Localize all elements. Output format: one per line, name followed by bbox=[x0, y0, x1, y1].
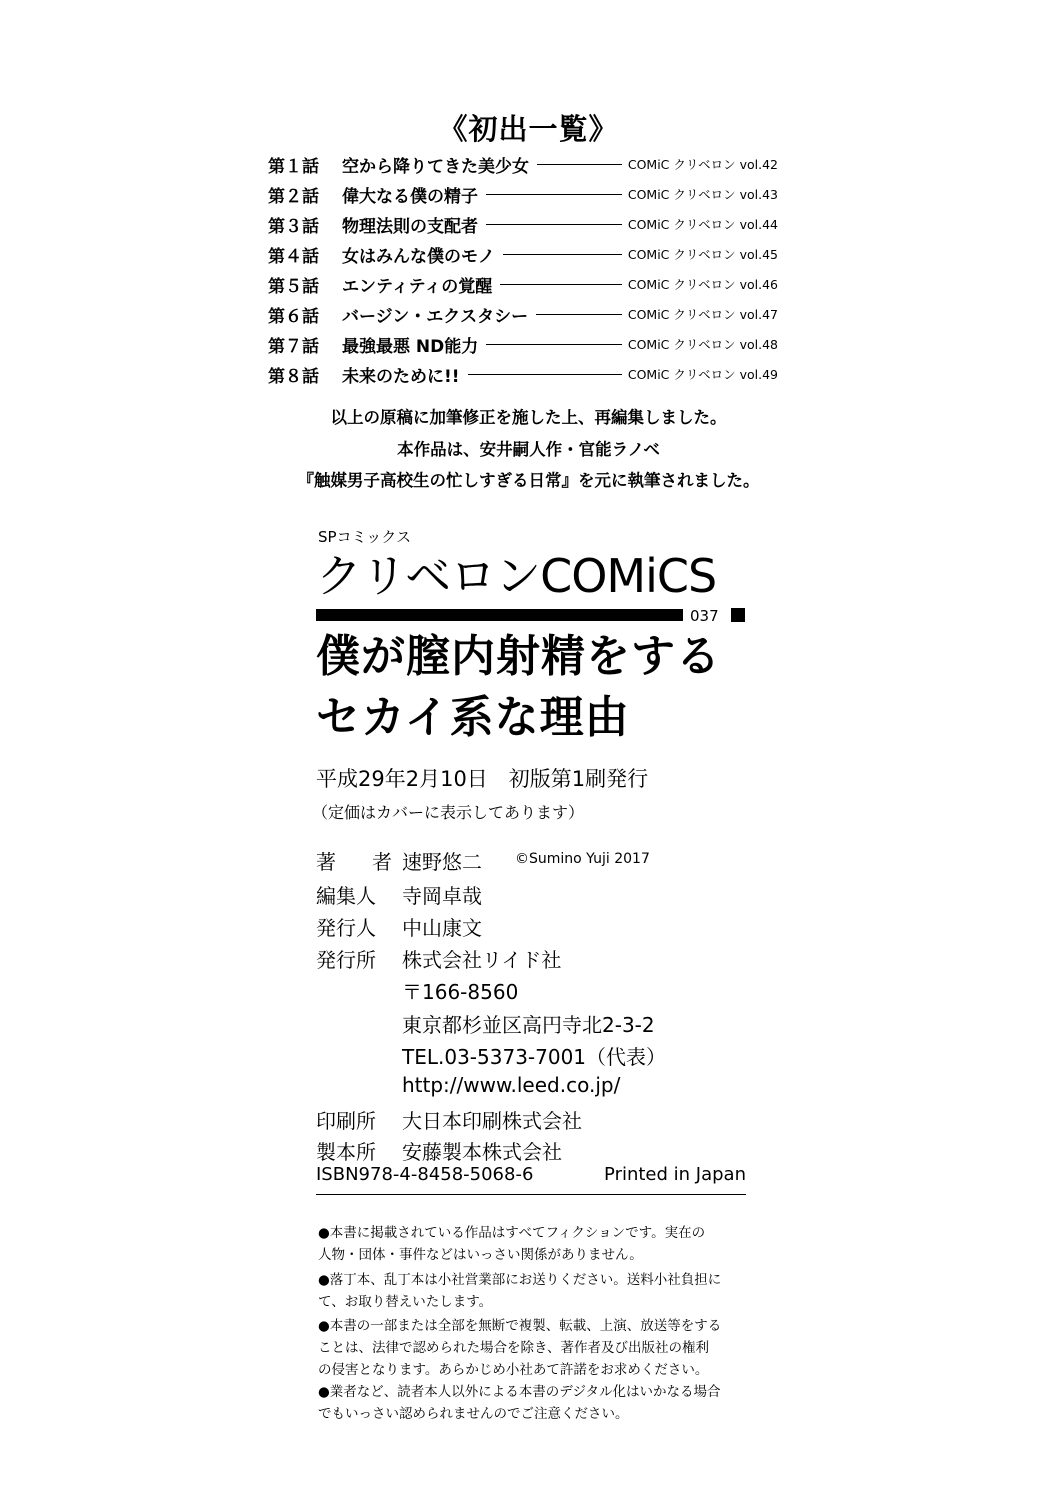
episode-number: 第８話 bbox=[268, 366, 319, 387]
episode-row bbox=[268, 359, 778, 389]
episode-title: エンティティの覚醒 bbox=[342, 276, 493, 297]
episode-source: COMiC クリベロン vol.43 bbox=[627, 187, 778, 202]
binder-label: 製本所 bbox=[316, 1140, 376, 1164]
episode-title: 女はみんな僕のモノ bbox=[342, 246, 495, 267]
book-title-line-2: セカイ系な理由 bbox=[316, 692, 630, 743]
episode-source: COMiC クリベロン vol.47 bbox=[627, 307, 778, 322]
publication-date: 平成29年2月10日 初版第1刷発行 bbox=[316, 767, 649, 791]
episode-row bbox=[268, 149, 778, 179]
episode-source: COMiC クリベロン vol.46 bbox=[627, 277, 778, 292]
disclaimer-line: ●本書の一部または全部を無断で複製、転載、上演、放送等をする bbox=[318, 1318, 722, 1334]
leader-line bbox=[486, 344, 622, 345]
price-note: （定価はカバーに表示してあります） bbox=[312, 803, 585, 822]
book-title-line-1: 僕が膣内射精をする bbox=[316, 631, 721, 682]
first-appearances-title: 《初出一覧》 bbox=[438, 112, 619, 146]
address: 東京都杉並区高円寺北2-3-2 bbox=[402, 1013, 655, 1037]
postal-code: 〒166-8560 bbox=[402, 980, 519, 1004]
binder-name: 安藤製本株式会社 bbox=[402, 1140, 562, 1164]
author-label: 著 者 bbox=[316, 850, 392, 874]
disclaimer-line: ●本書に掲載されている作品はすべてフィクションです。実在の bbox=[318, 1225, 706, 1241]
episode-number: 第１話 bbox=[268, 156, 319, 177]
episode-title: 偉大なる僕の精子 bbox=[342, 186, 478, 207]
leader-line bbox=[500, 284, 622, 285]
series-rule bbox=[316, 609, 683, 621]
author-name: 速野悠二 bbox=[402, 850, 482, 874]
leader-line bbox=[486, 194, 622, 195]
divider bbox=[316, 1194, 746, 1195]
source-note: 本作品は、安井嗣人作・官能ラノベ bbox=[397, 440, 660, 459]
revision-note: 以上の原稿に加筆修正を施した上、再編集しました。 bbox=[330, 408, 727, 427]
copyright: ©Sumino Yuji 2017 bbox=[515, 851, 650, 867]
series-square-mark bbox=[731, 608, 745, 622]
isbn-line bbox=[316, 1164, 746, 1185]
leader-line bbox=[468, 374, 622, 375]
publisher-name: 中山康文 bbox=[402, 916, 482, 940]
episode-source: COMiC クリベロン vol.49 bbox=[627, 367, 778, 382]
episode-row bbox=[268, 299, 778, 329]
episode-source: COMiC クリベロン vol.44 bbox=[627, 217, 778, 232]
leader-line bbox=[503, 254, 622, 255]
episode-number: 第３話 bbox=[268, 216, 319, 237]
episode-number: 第４話 bbox=[268, 246, 319, 267]
disclaimer-line: ●業者など、読者本人以外による本書のデジタル化はいかなる場合 bbox=[318, 1384, 721, 1400]
website-url: http://www.leed.co.jp/ bbox=[402, 1073, 621, 1097]
episode-source: COMiC クリベロン vol.45 bbox=[627, 247, 778, 262]
episode-title: 最強最悪 ND能力 bbox=[342, 336, 479, 357]
episode-row bbox=[268, 269, 778, 299]
publisher-label: 発行人 bbox=[316, 916, 376, 940]
episode-number: 第６話 bbox=[268, 306, 319, 327]
leader-line bbox=[537, 164, 622, 165]
episode-title: 空から降りてきた美少女 bbox=[342, 156, 529, 177]
series-number: 037 bbox=[690, 607, 719, 625]
leader-line bbox=[486, 224, 622, 225]
editor-label: 編集人 bbox=[316, 884, 376, 908]
disclaimer-line: て、お取り替えいたします。 bbox=[318, 1294, 493, 1310]
series-logo: クリベロンCOMiCS bbox=[316, 549, 717, 603]
printer-name: 大日本印刷株式会社 bbox=[402, 1109, 582, 1133]
episode-title: バージン・エクスタシー bbox=[342, 306, 529, 327]
printed-in: Printed in Japan bbox=[604, 1164, 746, 1185]
leader-line bbox=[536, 314, 622, 315]
episode-title: 未来のために!! bbox=[342, 366, 460, 387]
episode-row bbox=[268, 329, 778, 359]
episode-row bbox=[268, 239, 778, 269]
office-label: 発行所 bbox=[316, 948, 376, 972]
disclaimer-line: 人物・団体・事件などはいっさい関係がありません。 bbox=[318, 1247, 643, 1263]
episode-source: COMiC クリベロン vol.42 bbox=[627, 157, 778, 172]
telephone: TEL.03-5373-7001（代表） bbox=[402, 1045, 667, 1069]
disclaimer-line: ことは、法律で認められた場合を除き、著作者及び出版社の権利 bbox=[318, 1340, 709, 1356]
office-name: 株式会社リイド社 bbox=[402, 948, 562, 972]
disclaimer-line: でもいっさい認められませんのでご注意ください。 bbox=[318, 1406, 629, 1422]
printer-label: 印刷所 bbox=[316, 1109, 376, 1133]
source-novel-note: 『触媒男子高校生の忙しすぎる日常』を元に執筆されました。 bbox=[297, 471, 760, 490]
disclaimer-line: の侵害となります。あらかじめ小社あて許諾をお求めください。 bbox=[318, 1362, 709, 1378]
episode-number: 第５話 bbox=[268, 276, 319, 297]
episode-number: 第２話 bbox=[268, 186, 319, 207]
episode-number: 第７話 bbox=[268, 336, 319, 357]
isbn: ISBN978-4-8458-5068-6 bbox=[316, 1164, 534, 1185]
disclaimer-line: ●落丁本、乱丁本は小社営業部にお送りください。送料小社負担に bbox=[318, 1272, 722, 1288]
episode-row bbox=[268, 179, 778, 209]
editor-name: 寺岡卓哉 bbox=[402, 884, 482, 908]
episode-title: 物理法則の支配者 bbox=[342, 216, 478, 237]
imprint-label: SPコミックス bbox=[318, 528, 412, 546]
episode-source: COMiC クリベロン vol.48 bbox=[627, 337, 778, 352]
episode-row bbox=[268, 209, 778, 239]
